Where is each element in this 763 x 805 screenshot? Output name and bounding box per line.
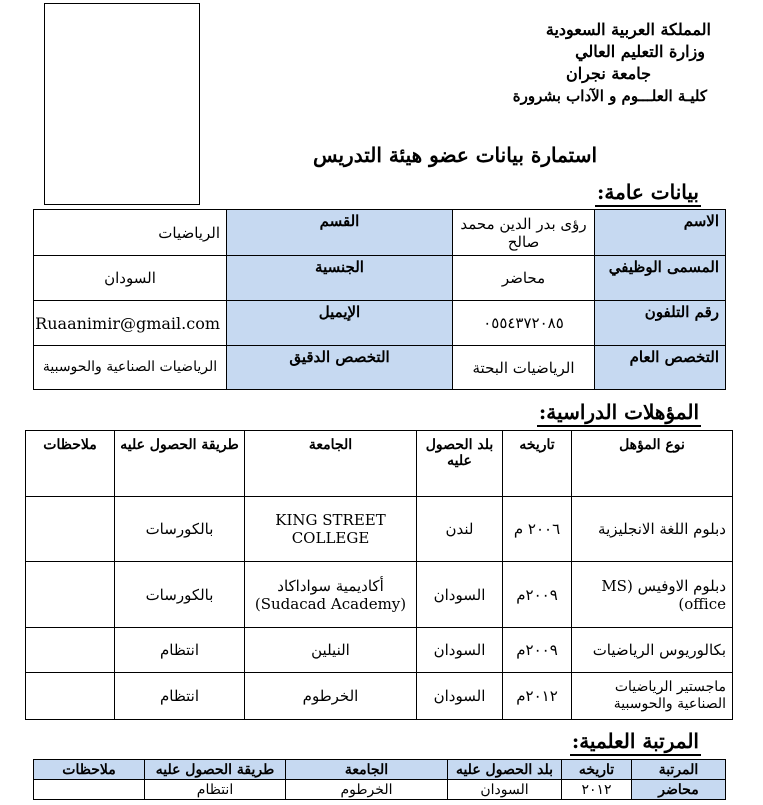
qual-method: انتظام bbox=[115, 628, 245, 673]
qual-country: السودان bbox=[417, 673, 503, 720]
qual-date: ٢٠٠٩م bbox=[503, 628, 572, 673]
form-title: استمارة بيانات عضو هيئة التدريس bbox=[312, 143, 598, 167]
qualifications-table bbox=[25, 430, 733, 720]
phone-label: رقم التلفون bbox=[595, 301, 726, 346]
qual-date: ٢٠١٢م bbox=[503, 673, 572, 720]
qual-method: انتظام bbox=[115, 673, 245, 720]
department-label: القسم bbox=[227, 210, 453, 256]
table-row bbox=[26, 497, 733, 562]
header-college: كليـة العلـــوم و الآداب بشرورة bbox=[512, 87, 707, 105]
name-value: رؤى بدر الدين محمد صالح bbox=[453, 210, 595, 256]
rank-col-country: بلد الحصول عليه bbox=[448, 760, 562, 780]
qual-notes bbox=[26, 562, 115, 628]
rank-date: ٢٠١٢ bbox=[562, 780, 632, 800]
qual-country: السودان bbox=[417, 628, 503, 673]
general-data-table bbox=[33, 209, 726, 390]
qual-university: الخرطوم bbox=[245, 673, 417, 720]
section-heading-qualifications: المؤهلات الدراسية: bbox=[537, 400, 701, 427]
job-title-label: المسمى الوظيفي bbox=[595, 256, 726, 301]
qual-type: دبلوم الاوفيس (MS office) bbox=[572, 562, 733, 628]
header-ministry: وزارة التعليم العالي bbox=[575, 42, 705, 61]
qual-notes bbox=[26, 497, 115, 562]
qual-col-method: طريقة الحصول عليه bbox=[115, 431, 245, 497]
rank-col-university: الجامعة bbox=[286, 760, 448, 780]
qual-col-university: الجامعة bbox=[245, 431, 417, 497]
department-value: الرياضيات bbox=[34, 210, 227, 256]
precise-spec-label: التخصص الدقيق bbox=[227, 346, 453, 390]
section-heading-general: بيانات عامة: bbox=[595, 180, 701, 207]
table-row bbox=[34, 780, 726, 800]
rank-university: الخرطوم bbox=[286, 780, 448, 800]
qual-type: ماجستير الرياضيات الصناعية والحوسبية bbox=[572, 673, 733, 720]
qual-university: النيلين bbox=[245, 628, 417, 673]
qual-country: لندن bbox=[417, 497, 503, 562]
qual-method: بالكورسات bbox=[115, 497, 245, 562]
rank-table bbox=[33, 759, 726, 800]
rank-country: السودان bbox=[448, 780, 562, 800]
precise-spec-value: الرياضيات الصناعية والحوسبية bbox=[34, 346, 227, 390]
rank-col-notes: ملاحظات bbox=[34, 760, 145, 780]
phone-value: ٠٥٥٤٣٧٢٠٨٥ bbox=[453, 301, 595, 346]
qual-notes bbox=[26, 673, 115, 720]
qual-col-type: نوع المؤهل bbox=[572, 431, 733, 497]
job-title-value: محاضر bbox=[453, 256, 595, 301]
table-row bbox=[26, 673, 733, 720]
table-row bbox=[26, 562, 733, 628]
qual-col-notes: ملاحظات bbox=[26, 431, 115, 497]
section-heading-rank: المرتبة العلمية: bbox=[570, 729, 701, 756]
rank-value: محاضر bbox=[632, 780, 726, 800]
email-value: Ruaanimir@gmail.com bbox=[34, 301, 227, 346]
qual-country: السودان bbox=[417, 562, 503, 628]
general-spec-value: الرياضيات البحتة bbox=[453, 346, 595, 390]
qual-date: ٢٠٠٦ م bbox=[503, 497, 572, 562]
qual-method: بالكورسات bbox=[115, 562, 245, 628]
general-spec-label: التخصص العام bbox=[595, 346, 726, 390]
table-row bbox=[26, 628, 733, 673]
header-kingdom: المملكة العربية السعودية bbox=[545, 20, 711, 39]
qual-date: ٢٠٠٩م bbox=[503, 562, 572, 628]
qual-university: أكاديمية سواداكاد (Sudacad Academy) bbox=[245, 562, 417, 628]
rank-col-rank: المرتبة bbox=[632, 760, 726, 780]
nationality-value: السودان bbox=[34, 256, 227, 301]
rank-notes bbox=[34, 780, 145, 800]
rank-method: انتظام bbox=[145, 780, 286, 800]
nationality-label: الجنسية bbox=[227, 256, 453, 301]
name-label: الاسم bbox=[595, 210, 726, 256]
qual-col-date: تاريخه bbox=[503, 431, 572, 497]
qual-col-country: بلد الحصول عليه bbox=[417, 431, 503, 497]
qual-notes bbox=[26, 628, 115, 673]
photo-placeholder bbox=[44, 3, 200, 205]
qual-type: دبلوم اللغة الانجليزية bbox=[572, 497, 733, 562]
email-label: الإيميل bbox=[227, 301, 453, 346]
qual-university: KING STREET COLLEGE bbox=[245, 497, 417, 562]
qual-type: بكالوريوس الرياضيات bbox=[572, 628, 733, 673]
rank-col-method: طريقة الحصول عليه bbox=[145, 760, 286, 780]
header-university: جامعة نجران bbox=[565, 64, 651, 83]
rank-col-date: تاريخه bbox=[562, 760, 632, 780]
